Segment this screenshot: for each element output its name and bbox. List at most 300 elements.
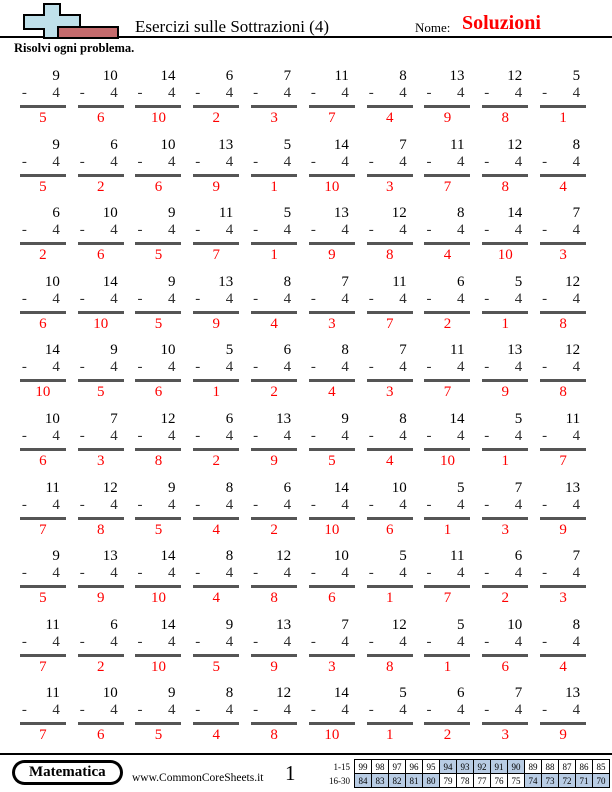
answer: 2 xyxy=(443,727,452,744)
subtraction-problem xyxy=(540,68,586,137)
subtrahend: 4 xyxy=(514,85,523,101)
subtraction-problem xyxy=(20,480,66,549)
minus-sign: - xyxy=(137,359,143,376)
minus-sign: - xyxy=(195,496,201,513)
subtrahend: 4 xyxy=(283,153,292,170)
minus-sign: - xyxy=(79,496,85,513)
operator-row xyxy=(309,497,355,517)
operator-row xyxy=(367,359,413,379)
answer: 8 xyxy=(270,727,278,744)
subtrahend: 4 xyxy=(110,427,118,444)
subtraction-problem xyxy=(20,548,66,617)
minuend: 5 xyxy=(283,136,292,153)
minuend: 12 xyxy=(391,616,407,633)
subtraction-problem xyxy=(193,548,239,617)
minuend: 9 xyxy=(341,410,349,427)
minuend: 9 xyxy=(167,479,176,496)
answer: 9 xyxy=(559,521,567,538)
minuend: 14 xyxy=(333,479,349,496)
subtrahend: 4 xyxy=(52,702,60,719)
score-row-label: 16-30 xyxy=(329,775,350,786)
score-cell: 98 xyxy=(372,760,389,774)
operator-row xyxy=(135,497,181,517)
minus-sign: - xyxy=(484,85,490,101)
operator-row xyxy=(367,428,413,448)
minus-sign: - xyxy=(21,222,27,239)
answer: 3 xyxy=(328,315,336,332)
minuend: 5 xyxy=(456,616,465,633)
subtraction-problem xyxy=(309,411,355,480)
answer: 2 xyxy=(443,315,452,332)
minus-sign: - xyxy=(195,565,201,582)
minus-sign: - xyxy=(426,153,432,170)
minuend: 13 xyxy=(102,548,118,565)
subtraction-problem xyxy=(20,137,66,206)
operator-row xyxy=(193,497,239,517)
score-cell: 82 xyxy=(389,774,406,788)
operator-row xyxy=(251,291,297,311)
minuend: 12 xyxy=(276,685,292,702)
subtraction-problem xyxy=(135,480,181,549)
minuend: 8 xyxy=(283,273,292,290)
answer: 3 xyxy=(501,727,510,744)
operator-row xyxy=(424,154,470,174)
operator-row xyxy=(309,359,355,379)
answer: 5 xyxy=(154,315,163,332)
minuend: 11 xyxy=(45,685,60,702)
subtraction-problem xyxy=(367,342,413,411)
operator-row xyxy=(135,291,181,311)
operator-row xyxy=(424,222,470,242)
answer: 6 xyxy=(39,315,47,332)
minuend: 11 xyxy=(334,68,349,84)
subtraction-problem xyxy=(424,617,470,686)
score-cell: 81 xyxy=(406,774,423,788)
operator-row xyxy=(251,702,297,722)
subtraction-problem xyxy=(367,68,413,137)
minus-sign: - xyxy=(368,359,374,376)
answer: 7 xyxy=(39,521,47,538)
operator-row xyxy=(367,222,413,242)
answer: 8 xyxy=(96,521,105,538)
subtrahend: 4 xyxy=(283,565,292,582)
score-cell: 72 xyxy=(559,774,576,788)
operator-row xyxy=(482,565,528,585)
operator-row xyxy=(135,702,181,722)
subtraction-problem xyxy=(540,274,586,343)
subtraction-problem xyxy=(251,274,297,343)
subtraction-problem xyxy=(78,205,124,274)
operator-row xyxy=(193,359,239,379)
answer: 10 xyxy=(324,178,340,195)
answer: 8 xyxy=(559,384,567,401)
answer: 5 xyxy=(39,590,47,607)
minus-sign: - xyxy=(253,565,259,582)
name-label: Nome: xyxy=(415,20,451,35)
subtrahend: 4 xyxy=(283,702,292,719)
operator-row xyxy=(540,497,586,517)
answer: 4 xyxy=(270,315,278,332)
subtraction-problem xyxy=(251,548,297,617)
subtrahend: 4 xyxy=(341,496,349,513)
subtrahend: 4 xyxy=(283,427,292,444)
minuend: 13 xyxy=(565,685,581,702)
minus-sign: - xyxy=(310,153,316,170)
score-cell: 95 xyxy=(423,760,440,774)
minuend: 10 xyxy=(160,342,176,359)
operator-row xyxy=(424,291,470,311)
subtraction-problem xyxy=(424,68,470,137)
answer: 6 xyxy=(154,178,163,195)
minuend: 5 xyxy=(514,273,523,290)
minuend: 6 xyxy=(225,410,234,427)
answer: 3 xyxy=(96,452,105,469)
score-cell: 85 xyxy=(593,760,610,774)
answer: 5 xyxy=(154,521,163,538)
minus-sign: - xyxy=(253,427,259,444)
minus-sign: - xyxy=(310,633,316,650)
operator-row xyxy=(367,702,413,722)
subtrahend: 4 xyxy=(456,153,465,170)
answer: 9 xyxy=(270,658,278,675)
minuend: 7 xyxy=(341,273,349,290)
subtraction-problem xyxy=(135,411,181,480)
subtrahend: 4 xyxy=(110,222,118,239)
score-cell: 70 xyxy=(593,774,610,788)
minuend: 8 xyxy=(456,205,465,222)
operator-row xyxy=(424,565,470,585)
operator-row xyxy=(78,85,124,105)
subtrahend: 4 xyxy=(110,565,118,582)
minus-sign: - xyxy=(310,702,316,719)
page-title: Esercizi sulle Sottrazioni (4) xyxy=(134,17,330,36)
minuend: 7 xyxy=(514,479,523,496)
minuend: 6 xyxy=(456,273,465,290)
minuend: 14 xyxy=(507,205,523,222)
minus-sign: - xyxy=(79,565,85,582)
operator-row xyxy=(309,85,355,105)
score-cell: 79 xyxy=(440,774,457,788)
subtraction-problem xyxy=(482,617,528,686)
subtraction-problem xyxy=(309,480,355,549)
operator-row xyxy=(193,291,239,311)
page-number: 1 xyxy=(285,761,296,785)
subtrahend: 4 xyxy=(52,633,60,650)
subtraction-problem xyxy=(367,205,413,274)
answer: 2 xyxy=(212,110,221,126)
minus-sign: - xyxy=(368,85,374,101)
answer: 1 xyxy=(559,110,567,126)
subtrahend: 4 xyxy=(225,153,234,170)
answer: 5 xyxy=(39,110,47,126)
answer: 10 xyxy=(439,452,455,469)
score-cell: 74 xyxy=(525,774,542,788)
subtrahend: 4 xyxy=(456,496,465,513)
answer: 2 xyxy=(270,521,278,538)
minus-sign: - xyxy=(195,702,201,719)
minuend: 10 xyxy=(160,136,176,153)
answer: 9 xyxy=(328,247,336,264)
subtraction-problem xyxy=(424,685,470,754)
operator-row xyxy=(424,428,470,448)
operator-row xyxy=(20,428,66,448)
subtraction-problem xyxy=(367,548,413,617)
minuend: 12 xyxy=(565,342,581,359)
score-cell: 89 xyxy=(525,760,542,774)
minuend: 6 xyxy=(52,205,60,222)
subtrahend: 4 xyxy=(225,222,234,239)
answer: 10 xyxy=(150,590,166,607)
answer: 8 xyxy=(501,110,510,126)
operator-row xyxy=(367,634,413,654)
answer: 7 xyxy=(443,178,452,195)
operator-row xyxy=(482,85,528,105)
subtrahend: 4 xyxy=(341,85,349,101)
minus-sign: - xyxy=(542,702,548,719)
operator-row xyxy=(251,154,297,174)
operator-row xyxy=(193,702,239,722)
minus-sign: - xyxy=(426,85,432,101)
subtrahend: 4 xyxy=(110,702,118,719)
operator-row xyxy=(367,497,413,517)
minuend: 8 xyxy=(225,685,234,702)
subtraction-problem xyxy=(309,274,355,343)
minuend: 11 xyxy=(450,342,465,359)
subtrahend: 4 xyxy=(341,633,349,650)
answer: 1 xyxy=(501,315,510,332)
operator-row xyxy=(367,85,413,105)
operator-row xyxy=(135,565,181,585)
minuend: 6 xyxy=(283,342,292,359)
subtrahend: 4 xyxy=(456,85,465,101)
subtrahend: 4 xyxy=(52,290,60,307)
minus-sign: - xyxy=(484,359,490,376)
minus-sign: - xyxy=(79,702,85,719)
subtraction-problem xyxy=(20,274,66,343)
answer: 4 xyxy=(559,658,567,675)
subtrahend: 4 xyxy=(225,496,234,513)
operator-row xyxy=(135,85,181,105)
minus-sign: - xyxy=(137,153,143,170)
subtraction-problem xyxy=(424,411,470,480)
answer: 4 xyxy=(443,247,452,264)
minus-sign: - xyxy=(21,290,27,307)
minus-sign: - xyxy=(253,702,259,719)
minus-sign: - xyxy=(484,496,490,513)
minus-sign: - xyxy=(253,222,259,239)
answer: 7 xyxy=(39,658,47,675)
subtraction-problem xyxy=(135,68,181,137)
operator-row xyxy=(540,634,586,654)
operator-row xyxy=(309,565,355,585)
subtraction-problem xyxy=(193,617,239,686)
minuend: 8 xyxy=(399,68,407,84)
minuend: 7 xyxy=(341,616,349,633)
subtraction-problem xyxy=(78,342,124,411)
operator-row xyxy=(251,359,297,379)
subtrahend: 4 xyxy=(225,633,234,650)
footer xyxy=(0,753,612,792)
subtraction-problem xyxy=(78,480,124,549)
subtraction-problem xyxy=(482,68,528,137)
answer: 7 xyxy=(328,110,336,126)
subtraction-problem xyxy=(135,274,181,343)
answer: 9 xyxy=(559,727,567,744)
answer: 7 xyxy=(212,247,221,264)
subtraction-problem xyxy=(540,137,586,206)
score-cell: 71 xyxy=(576,774,593,788)
subtraction-problem xyxy=(424,342,470,411)
subtrahend: 4 xyxy=(283,290,292,307)
subtrahend: 4 xyxy=(283,85,292,101)
minus-sign: - xyxy=(542,359,548,376)
subtrahend: 4 xyxy=(167,633,176,650)
subtraction-problem xyxy=(367,137,413,206)
answer: 10 xyxy=(93,315,109,332)
score-cell: 80 xyxy=(423,774,440,788)
minus-sign: - xyxy=(137,290,143,307)
minus-sign: - xyxy=(542,496,548,513)
operator-row xyxy=(424,85,470,105)
answer: 4 xyxy=(559,178,567,195)
subtrahend: 4 xyxy=(167,565,176,582)
score-row-label: 1-15 xyxy=(333,761,350,772)
minuend: 13 xyxy=(507,342,523,359)
operator-row xyxy=(540,359,586,379)
minuend: 6 xyxy=(456,685,465,702)
subtrahend: 4 xyxy=(456,290,465,307)
score-cell: 86 xyxy=(576,760,593,774)
subtraction-problem xyxy=(78,548,124,617)
subtrahend: 4 xyxy=(167,702,176,719)
minuend: 14 xyxy=(160,616,176,633)
operator-row xyxy=(482,222,528,242)
subtrahend: 4 xyxy=(52,222,60,239)
subtrahend: 4 xyxy=(514,565,523,582)
answer: 4 xyxy=(328,384,336,401)
minuend: 8 xyxy=(225,548,234,565)
subtrahend: 4 xyxy=(572,565,581,582)
minus-sign: - xyxy=(368,222,374,239)
operator-row xyxy=(424,359,470,379)
answer: 5 xyxy=(154,247,163,264)
operator-row xyxy=(20,359,66,379)
answer: 3 xyxy=(328,658,336,675)
subtraction-problem xyxy=(540,342,586,411)
minuend: 14 xyxy=(102,273,118,290)
subtrahend: 4 xyxy=(341,427,349,444)
subtraction-problem xyxy=(367,411,413,480)
minuend: 6 xyxy=(283,479,292,496)
answer: 2 xyxy=(96,658,105,675)
subtraction-problem xyxy=(251,685,297,754)
answer: 6 xyxy=(96,727,105,744)
minus-sign: - xyxy=(21,633,27,650)
minuend: 10 xyxy=(102,685,118,702)
operator-row xyxy=(193,222,239,242)
answer: 1 xyxy=(443,658,452,675)
subtrahend: 4 xyxy=(572,427,581,444)
subtraction-problem xyxy=(135,617,181,686)
operator-row xyxy=(78,291,124,311)
subtraction-problem xyxy=(309,685,355,754)
minus-sign: - xyxy=(426,565,432,582)
minuend: 8 xyxy=(572,616,581,633)
score-cell: 93 xyxy=(457,760,474,774)
header xyxy=(0,0,612,38)
answer: 4 xyxy=(385,110,394,126)
operator-row xyxy=(309,428,355,448)
operator-row xyxy=(309,291,355,311)
subtrahend: 4 xyxy=(110,633,118,650)
score-cell: 88 xyxy=(542,760,559,774)
score-cell: 73 xyxy=(542,774,559,788)
minuend: 14 xyxy=(44,342,60,359)
operator-row xyxy=(540,291,586,311)
minus-sign: - xyxy=(195,290,201,307)
operator-row xyxy=(78,428,124,448)
minus-sign: - xyxy=(426,633,432,650)
answer: 3 xyxy=(501,521,510,538)
operator-row xyxy=(78,702,124,722)
minus-sign: - xyxy=(79,222,85,239)
operator-row xyxy=(135,634,181,654)
minus-sign: - xyxy=(542,85,548,101)
minus-sign: - xyxy=(137,633,143,650)
minuend: 7 xyxy=(572,205,581,222)
subtrahend: 4 xyxy=(167,85,176,101)
subtrahend: 4 xyxy=(283,359,292,376)
score-cell: 83 xyxy=(372,774,389,788)
minuend: 9 xyxy=(167,685,176,702)
score-table-row xyxy=(327,760,610,774)
operator-row xyxy=(193,154,239,174)
minus-sign: - xyxy=(137,85,143,101)
answer: 9 xyxy=(501,384,510,401)
operator-row xyxy=(135,359,181,379)
answer: 9 xyxy=(96,590,105,607)
operator-row xyxy=(20,702,66,722)
subtraction-problem xyxy=(309,137,355,206)
answer: 9 xyxy=(443,110,452,126)
answer: 7 xyxy=(559,452,567,469)
operator-row xyxy=(424,497,470,517)
answer: 1 xyxy=(212,384,221,401)
subtraction-problem xyxy=(193,685,239,754)
minus-sign: - xyxy=(79,359,85,376)
answer: 10 xyxy=(150,110,166,126)
minus-sign: - xyxy=(253,633,259,650)
minuend: 12 xyxy=(160,410,176,427)
subtraction-problem xyxy=(482,137,528,206)
minus-sign: - xyxy=(79,633,85,650)
subtrahend: 4 xyxy=(456,222,465,239)
answer: 6 xyxy=(154,384,163,401)
subtrahend: 4 xyxy=(52,427,60,444)
minus-sign: - xyxy=(484,427,490,444)
minuend: 8 xyxy=(572,136,581,153)
operator-row xyxy=(367,565,413,585)
instructions-text: Risolvi ogni problema. xyxy=(14,41,135,55)
answer: 6 xyxy=(385,521,394,538)
subtraction-problem xyxy=(424,137,470,206)
minus-sign: - xyxy=(253,290,259,307)
answer: 5 xyxy=(328,452,336,469)
operator-row xyxy=(482,702,528,722)
answer: 2 xyxy=(39,247,47,264)
minuend: 14 xyxy=(160,68,176,84)
subtrahend: 4 xyxy=(110,496,118,513)
